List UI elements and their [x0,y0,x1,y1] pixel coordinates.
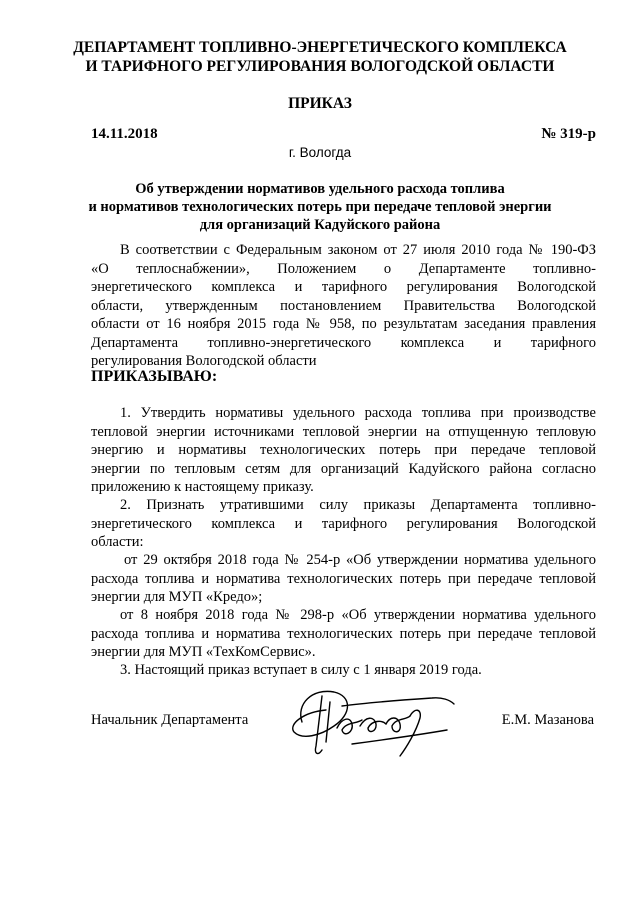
document-title [60,180,580,234]
order-item-2 [91,496,596,552]
order-item-3 [91,661,596,680]
order-item-1 [91,404,596,497]
title-line-1: Об утверждении нормативов удельного расхода топлива [135,181,505,197]
preamble-line: области от 16 ноября 2015 года № 958, по результатам заседания правления [91,316,596,332]
document-city: г. Вологда [288,145,352,160]
item-line: области: [91,534,144,550]
item-line: энергии для МУП «Кредо»; [91,589,263,605]
signatory-name: Е.М. Мазанова [501,712,594,728]
item-line: приложению к настоящему приказу. [91,479,314,495]
title-line-2: и нормативов технологических потерь при передаче тепловой энергии [88,199,552,215]
department-name [60,38,580,76]
item-line: энергетического комплекса и тарифного регулирования Вологодской [91,515,596,532]
handwritten-signature [282,682,462,760]
order-item-2b [91,606,596,662]
preamble [91,241,596,371]
preamble-line: энергетического комплекса и тарифного регулирования Вологодской [91,279,596,295]
document-type: ПРИКАЗ [288,95,352,112]
preamble-line: «О теплоснабжении», Положением о Департаменте топливно- [91,260,596,277]
item-line: от 8 ноября 2018 года № 298-р «Об утверждении норматива удельного [120,607,596,623]
document-number: № 319-р [541,126,596,142]
item-line: 3. Настоящий приказ вступает в силу с 1 января 2019 года. [120,662,482,678]
item-line: 1. Утвердить нормативы удельного расхода топлива при производстве [120,405,596,421]
item-line: тепловой энергии источниками тепловой энергии на отпущенную тепловую [91,423,596,440]
signatory-position: Начальник Департамента [91,712,249,728]
preamble-line: В соответствии с Федеральным законом от 27 июля 2010 года № 190-ФЗ [120,242,596,258]
item-line: энергию и нормативы технологических потерь при передаче тепловой [91,442,596,458]
department-line-1: ДЕПАРТАМЕНТ ТОПЛИВНО-ЭНЕРГЕТИЧЕСКОГО КОМПЛЕКСА [73,39,567,56]
preamble-line: области, утвержденным постановлением Правительства Вологодской [91,297,596,314]
item-line: расхода топлива и норматива технологических потерь при передаче тепловой [91,570,596,587]
item-line: 2. Признать утратившими силу приказы Департамента топливно- [120,497,596,513]
order-item-2a [91,551,596,607]
item-line: расхода топлива и норматива технологических потерь при передаче тепловой [91,625,596,642]
preamble-line: регулирования Вологодской области [91,353,317,369]
item-line: энергии по тепловым сетям для организаций Кадуйского района согласно [91,460,596,477]
department-line-2: И ТАРИФНОГО РЕГУЛИРОВАНИЯ ВОЛОГОДСКОЙ ОБЛАСТИ [85,58,555,75]
document-date: 14.11.2018 [91,126,158,142]
preamble-line: Департамента топливно-энергетического комплекса и тарифного [91,334,596,351]
item-line: от 29 октября 2018 года № 254-р «Об утверждении норматива удельного [124,552,596,568]
order-word: ПРИКАЗЫВАЮ: [91,368,218,385]
title-line-3: для организаций Кадуйского района [199,217,441,233]
item-line: энергии для МУП «ТехКомСервис». [91,644,316,660]
